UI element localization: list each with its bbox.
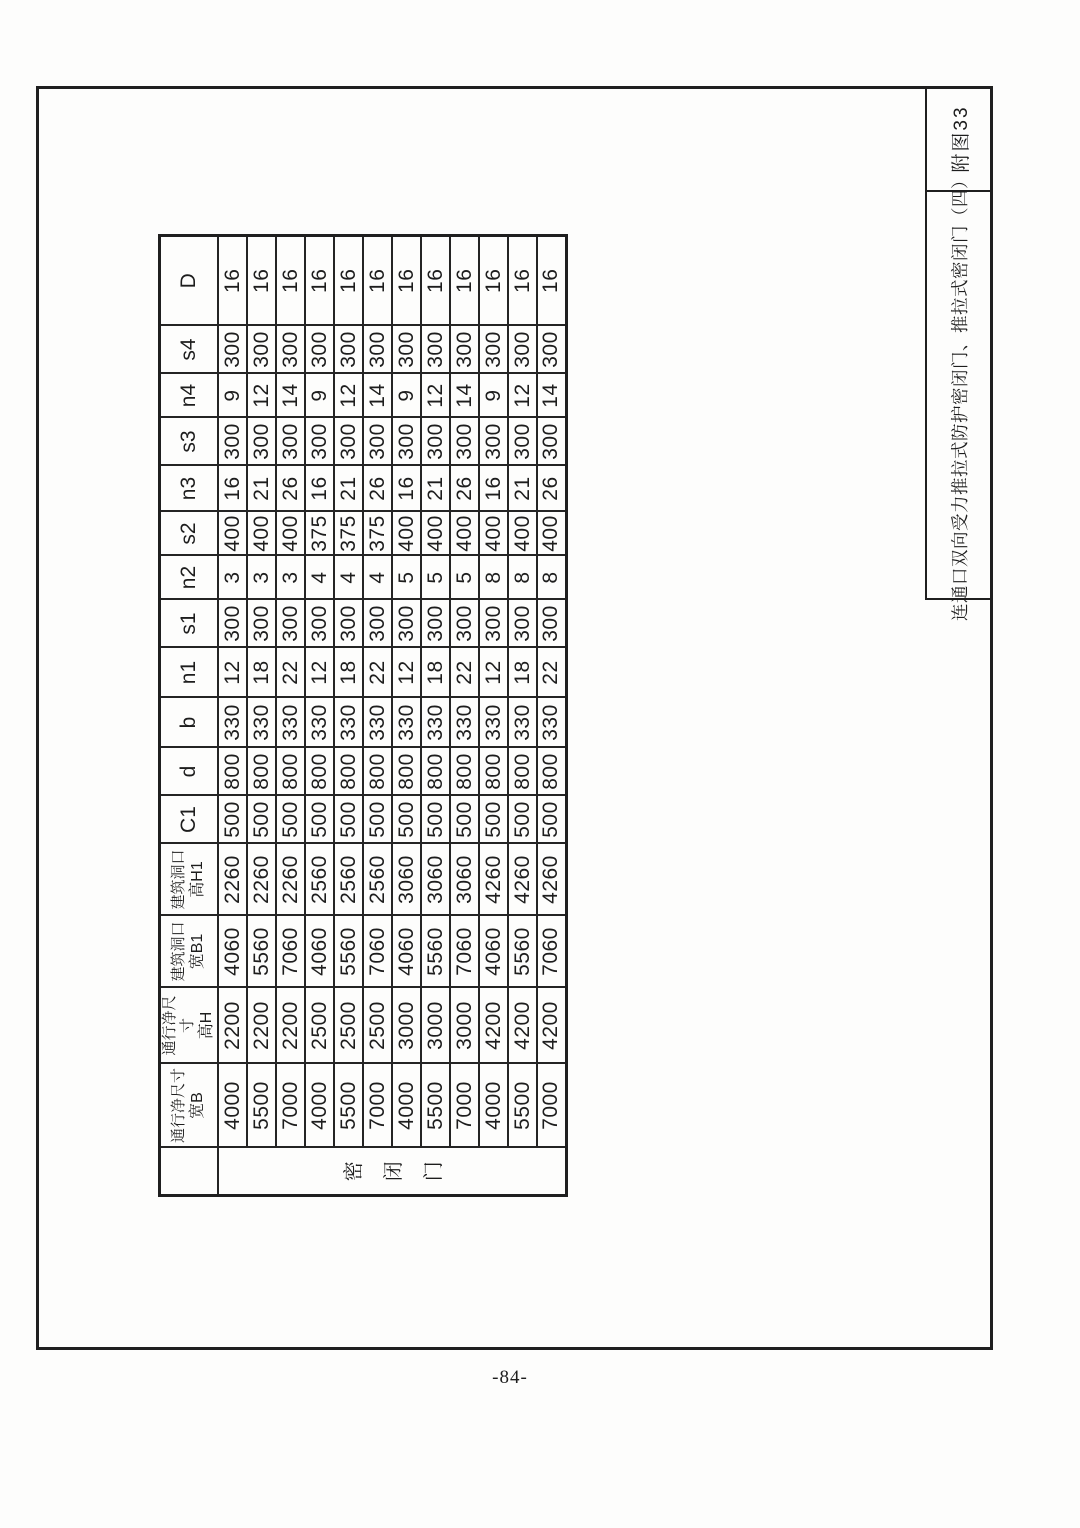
table-cell: 7000 bbox=[537, 1064, 566, 1148]
table-cell: 16 bbox=[363, 236, 392, 326]
table-row bbox=[276, 236, 305, 1196]
table-cell: 800 bbox=[392, 748, 421, 796]
table-row bbox=[537, 236, 566, 1196]
table-cell: 375 bbox=[334, 512, 363, 556]
table-row bbox=[305, 236, 334, 1196]
table-cell: 4260 bbox=[508, 844, 537, 916]
table-cell: 2200 bbox=[247, 988, 276, 1064]
table-cell: 300 bbox=[363, 326, 392, 374]
table-cell: 9 bbox=[392, 374, 421, 418]
table-cell: 7060 bbox=[363, 916, 392, 988]
table-cell: 300 bbox=[247, 326, 276, 374]
table-cell: 3 bbox=[276, 556, 305, 600]
table-cell: 5500 bbox=[421, 1064, 450, 1148]
table-row bbox=[363, 236, 392, 1196]
column-header-line: 通行净尺寸 bbox=[170, 1068, 187, 1144]
table-cell: 300 bbox=[305, 418, 334, 466]
table-cell: 12 bbox=[421, 374, 450, 418]
table-cell: 4060 bbox=[479, 916, 508, 988]
table-cell: 800 bbox=[450, 748, 479, 796]
table-cell: 21 bbox=[508, 466, 537, 512]
table-cell: 5560 bbox=[508, 916, 537, 988]
table-cell: 21 bbox=[421, 466, 450, 512]
table-cell: 3060 bbox=[392, 844, 421, 916]
table-cell: 500 bbox=[247, 796, 276, 844]
table-cell: 26 bbox=[363, 466, 392, 512]
column-header-line: n4 bbox=[177, 383, 201, 408]
table-cell: 5560 bbox=[247, 916, 276, 988]
door-type-label-char: 门 bbox=[423, 1161, 446, 1182]
column-header bbox=[160, 236, 219, 326]
column-header bbox=[160, 556, 219, 600]
table-cell: 300 bbox=[218, 418, 247, 466]
table-cell: 18 bbox=[508, 648, 537, 698]
table-cell: 4260 bbox=[479, 844, 508, 916]
table-cell: 300 bbox=[537, 326, 566, 374]
column-header bbox=[160, 418, 219, 466]
table-cell: 5560 bbox=[334, 916, 363, 988]
table-cell: 2500 bbox=[363, 988, 392, 1064]
table-cell: 16 bbox=[479, 236, 508, 326]
table-cell: 4060 bbox=[218, 916, 247, 988]
column-header bbox=[160, 648, 219, 698]
table-cell: 4000 bbox=[392, 1064, 421, 1148]
table-cell: 375 bbox=[305, 512, 334, 556]
table-cell: 4060 bbox=[392, 916, 421, 988]
table-cell: 16 bbox=[276, 236, 305, 326]
table-cell: 12 bbox=[508, 374, 537, 418]
table-cell: 300 bbox=[508, 418, 537, 466]
table-cell: 9 bbox=[218, 374, 247, 418]
table-cell: 300 bbox=[450, 418, 479, 466]
page-number: -84- bbox=[492, 1367, 528, 1388]
table-cell: 16 bbox=[508, 236, 537, 326]
door-type-label-stack bbox=[219, 1149, 565, 1195]
column-header bbox=[160, 1064, 219, 1148]
table-cell: 5500 bbox=[334, 1064, 363, 1148]
table-cell: 16 bbox=[450, 236, 479, 326]
table-cell: 2200 bbox=[218, 988, 247, 1064]
table-cell: 5560 bbox=[421, 916, 450, 988]
table-cell: 5 bbox=[421, 556, 450, 600]
table-cell: 2260 bbox=[247, 844, 276, 916]
table-cell: 16 bbox=[305, 466, 334, 512]
column-header-line: 宽B bbox=[189, 1092, 206, 1119]
table-cell: 26 bbox=[537, 466, 566, 512]
column-header-line: 宽B1 bbox=[189, 933, 206, 970]
table-cell: 4200 bbox=[537, 988, 566, 1064]
table-cell: 4200 bbox=[479, 988, 508, 1064]
table-cell: 500 bbox=[218, 796, 247, 844]
table-cell: 16 bbox=[479, 466, 508, 512]
column-header-line: d bbox=[177, 765, 201, 778]
table-cell: 330 bbox=[305, 698, 334, 748]
table-cell: 7060 bbox=[276, 916, 305, 988]
table-cell: 330 bbox=[421, 698, 450, 748]
table-cell: 300 bbox=[334, 600, 363, 648]
table-cell: 400 bbox=[479, 512, 508, 556]
table-cell: 300 bbox=[421, 418, 450, 466]
table-cell: 800 bbox=[247, 748, 276, 796]
table-cell: 5500 bbox=[508, 1064, 537, 1148]
table-cell: 22 bbox=[276, 648, 305, 698]
table-cell: 500 bbox=[508, 796, 537, 844]
table-cell: 300 bbox=[479, 600, 508, 648]
column-header-line: b bbox=[177, 716, 201, 729]
table-cell: 500 bbox=[450, 796, 479, 844]
table-cell: 2200 bbox=[276, 988, 305, 1064]
table-row bbox=[479, 236, 508, 1196]
column-header-line: n2 bbox=[177, 565, 201, 590]
column-header-line: 高H bbox=[198, 1011, 215, 1040]
table-cell: 400 bbox=[247, 512, 276, 556]
table-cell: 18 bbox=[247, 648, 276, 698]
column-header-line: n1 bbox=[177, 660, 201, 685]
table-cell: 12 bbox=[334, 374, 363, 418]
table-cell: 8 bbox=[537, 556, 566, 600]
table-cell: 800 bbox=[218, 748, 247, 796]
table-row bbox=[392, 236, 421, 1196]
table-cell: 2500 bbox=[334, 988, 363, 1064]
table-cell: 400 bbox=[218, 512, 247, 556]
column-header-line: 高H1 bbox=[189, 861, 206, 898]
table-cell: 330 bbox=[276, 698, 305, 748]
table-cell: 300 bbox=[479, 326, 508, 374]
table-cell: 375 bbox=[363, 512, 392, 556]
column-header bbox=[160, 512, 219, 556]
table-row bbox=[334, 236, 363, 1196]
table-cell: 300 bbox=[392, 326, 421, 374]
column-header-line: 建筑洞口 bbox=[170, 849, 187, 910]
table-cell: 300 bbox=[218, 600, 247, 648]
table-cell: 4200 bbox=[508, 988, 537, 1064]
table-cell: 500 bbox=[334, 796, 363, 844]
table-cell: 330 bbox=[392, 698, 421, 748]
table-cell: 7000 bbox=[363, 1064, 392, 1148]
table-row bbox=[247, 236, 276, 1196]
table-cell: 14 bbox=[276, 374, 305, 418]
table-cell: 300 bbox=[305, 326, 334, 374]
table-cell: 22 bbox=[363, 648, 392, 698]
table-row bbox=[450, 236, 479, 1196]
table-cell: 800 bbox=[479, 748, 508, 796]
table-cell: 330 bbox=[537, 698, 566, 748]
table-cell: 330 bbox=[218, 698, 247, 748]
table-cell: 400 bbox=[276, 512, 305, 556]
table-cell: 7060 bbox=[537, 916, 566, 988]
table-cell: 16 bbox=[392, 466, 421, 512]
table-cell: 3 bbox=[218, 556, 247, 600]
table-cell: 500 bbox=[276, 796, 305, 844]
table-cell: 300 bbox=[276, 418, 305, 466]
column-header bbox=[160, 748, 219, 796]
table-cell: 2260 bbox=[276, 844, 305, 916]
table-cell: 4060 bbox=[305, 916, 334, 988]
table-cell: 4 bbox=[334, 556, 363, 600]
table-cell: 16 bbox=[247, 236, 276, 326]
table-cell: 16 bbox=[218, 236, 247, 326]
table-cell: 16 bbox=[218, 466, 247, 512]
table-cell: 800 bbox=[334, 748, 363, 796]
table-cell: 300 bbox=[392, 600, 421, 648]
table-cell: 7060 bbox=[450, 916, 479, 988]
table-cell: 22 bbox=[537, 648, 566, 698]
table-cell: 4260 bbox=[537, 844, 566, 916]
column-header-line: s1 bbox=[177, 612, 201, 635]
table-cell: 18 bbox=[421, 648, 450, 698]
table-cell: 800 bbox=[276, 748, 305, 796]
table-cell: 21 bbox=[334, 466, 363, 512]
table-row bbox=[218, 236, 247, 1196]
table-cell: 9 bbox=[479, 374, 508, 418]
table-cell: 300 bbox=[508, 326, 537, 374]
table-cell: 400 bbox=[537, 512, 566, 556]
table-cell: 500 bbox=[392, 796, 421, 844]
table-cell: 800 bbox=[421, 748, 450, 796]
table-cell: 300 bbox=[334, 326, 363, 374]
table-cell: 14 bbox=[537, 374, 566, 418]
column-header bbox=[160, 988, 219, 1064]
table-cell: 5 bbox=[450, 556, 479, 600]
column-header bbox=[160, 844, 219, 916]
table-cell: 7000 bbox=[276, 1064, 305, 1148]
table-cell: 800 bbox=[537, 748, 566, 796]
table-cell: 400 bbox=[421, 512, 450, 556]
table-cell: 300 bbox=[421, 600, 450, 648]
table-cell: 4000 bbox=[305, 1064, 334, 1148]
table-cell: 16 bbox=[334, 236, 363, 326]
table-cell: 300 bbox=[276, 600, 305, 648]
spec-table bbox=[158, 234, 568, 1197]
door-type-label-char: 闭 bbox=[383, 1161, 406, 1182]
table-cell: 4 bbox=[363, 556, 392, 600]
table-cell: 800 bbox=[508, 748, 537, 796]
column-header-line: 通行净尺寸 bbox=[161, 995, 196, 1056]
table-cell: 300 bbox=[421, 326, 450, 374]
table-cell: 3 bbox=[247, 556, 276, 600]
table-cell: 300 bbox=[537, 600, 566, 648]
table-cell: 2560 bbox=[334, 844, 363, 916]
table-cell: 330 bbox=[450, 698, 479, 748]
table-cell: 2260 bbox=[218, 844, 247, 916]
table-cell: 300 bbox=[450, 600, 479, 648]
table-cell: 12 bbox=[305, 648, 334, 698]
table-row bbox=[508, 236, 537, 1196]
table-cell: 3060 bbox=[450, 844, 479, 916]
table-cell: 4000 bbox=[479, 1064, 508, 1148]
column-header-line: s3 bbox=[177, 430, 201, 453]
table-cell: 300 bbox=[247, 600, 276, 648]
table-cell: 21 bbox=[247, 466, 276, 512]
column-header bbox=[160, 796, 219, 844]
table-cell: 8 bbox=[508, 556, 537, 600]
column-header-line: 建筑洞口 bbox=[170, 921, 187, 982]
table-cell: 26 bbox=[450, 466, 479, 512]
table-cell: 12 bbox=[479, 648, 508, 698]
column-header-line: s2 bbox=[177, 522, 201, 545]
table-cell: 18 bbox=[334, 648, 363, 698]
column-header-line: C1 bbox=[177, 806, 201, 833]
table-header-row bbox=[160, 236, 219, 1196]
table-cell: 4000 bbox=[218, 1064, 247, 1148]
column-header-line: D bbox=[177, 273, 201, 289]
column-header bbox=[160, 466, 219, 512]
door-type-label-char: 密 bbox=[343, 1161, 366, 1182]
table-cell: 330 bbox=[334, 698, 363, 748]
table-cell: 22 bbox=[450, 648, 479, 698]
table-cell: 500 bbox=[421, 796, 450, 844]
table-cell: 300 bbox=[334, 418, 363, 466]
table-cell: 300 bbox=[363, 600, 392, 648]
table-cell: 12 bbox=[218, 648, 247, 698]
door-type-label bbox=[218, 1148, 566, 1196]
table-cell: 16 bbox=[421, 236, 450, 326]
table-cell: 330 bbox=[508, 698, 537, 748]
table-cell: 12 bbox=[247, 374, 276, 418]
table-cell: 16 bbox=[305, 236, 334, 326]
table-cell: 3000 bbox=[392, 988, 421, 1064]
column-header bbox=[160, 916, 219, 988]
table-cell: 16 bbox=[392, 236, 421, 326]
table-cell: 400 bbox=[508, 512, 537, 556]
table-cell: 4 bbox=[305, 556, 334, 600]
table-cell: 8 bbox=[479, 556, 508, 600]
table-cell: 3000 bbox=[450, 988, 479, 1064]
column-header bbox=[160, 374, 219, 418]
table-cell: 500 bbox=[537, 796, 566, 844]
table-cell: 5500 bbox=[247, 1064, 276, 1148]
table-cell: 2560 bbox=[363, 844, 392, 916]
table-cell: 800 bbox=[363, 748, 392, 796]
table-cell: 2500 bbox=[305, 988, 334, 1064]
table-cell: 800 bbox=[305, 748, 334, 796]
table-cell: 14 bbox=[450, 374, 479, 418]
table-cell: 9 bbox=[305, 374, 334, 418]
sheet-title: 连通口双向受力推拉式防护密闭门、推拉式密闭门（四） bbox=[949, 171, 970, 621]
table-cell: 3060 bbox=[421, 844, 450, 916]
column-header-line: s4 bbox=[177, 338, 201, 361]
table-cell: 400 bbox=[450, 512, 479, 556]
table-cell: 26 bbox=[276, 466, 305, 512]
table-cell: 300 bbox=[363, 418, 392, 466]
table-cell: 3000 bbox=[421, 988, 450, 1064]
column-header bbox=[160, 326, 219, 374]
column-header bbox=[160, 698, 219, 748]
table-cell: 300 bbox=[305, 600, 334, 648]
table-cell: 500 bbox=[363, 796, 392, 844]
table-cell: 7000 bbox=[450, 1064, 479, 1148]
table-cell: 300 bbox=[450, 326, 479, 374]
table-cell: 300 bbox=[508, 600, 537, 648]
column-header bbox=[160, 600, 219, 648]
table-cell: 12 bbox=[392, 648, 421, 698]
column-header-line: n3 bbox=[177, 476, 201, 501]
table-cell: 5 bbox=[392, 556, 421, 600]
table-cell: 300 bbox=[392, 418, 421, 466]
table-cell: 14 bbox=[363, 374, 392, 418]
table-cell: 2560 bbox=[305, 844, 334, 916]
table-cell: 300 bbox=[276, 326, 305, 374]
table-cell: 500 bbox=[479, 796, 508, 844]
table-cell: 330 bbox=[247, 698, 276, 748]
table-cell: 300 bbox=[537, 418, 566, 466]
table-cell: 400 bbox=[392, 512, 421, 556]
table-cell: 330 bbox=[479, 698, 508, 748]
figure-number: 附图33 bbox=[950, 105, 972, 173]
table-cell: 300 bbox=[218, 326, 247, 374]
table-cell: 330 bbox=[363, 698, 392, 748]
table-cell: 500 bbox=[305, 796, 334, 844]
table-cell: 300 bbox=[247, 418, 276, 466]
spec-table-holder bbox=[158, 237, 565, 1197]
table-cell: 16 bbox=[537, 236, 566, 326]
group-header-empty-cell bbox=[160, 1148, 219, 1196]
table-cell: 300 bbox=[479, 418, 508, 466]
table-row bbox=[421, 236, 450, 1196]
